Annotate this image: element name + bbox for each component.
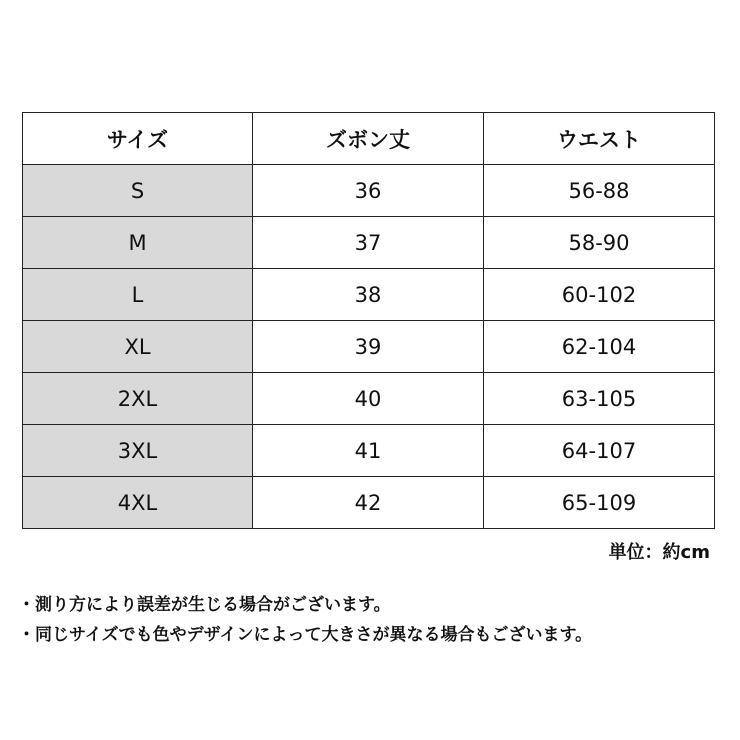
length-cell: 41 — [253, 425, 484, 477]
header-waist: ウエスト — [484, 113, 715, 165]
length-cell: 36 — [253, 165, 484, 217]
table-row — [23, 269, 715, 321]
waist-cell: 62-104 — [484, 321, 715, 373]
size-cell: M — [23, 217, 253, 269]
size-cell: 4XL — [23, 477, 253, 529]
length-cell: 42 — [253, 477, 484, 529]
length-cell: 40 — [253, 373, 484, 425]
table-row — [23, 165, 715, 217]
size-chart-table — [22, 112, 715, 529]
waist-cell: 56-88 — [484, 165, 715, 217]
table-row — [23, 217, 715, 269]
size-cell: 3XL — [23, 425, 253, 477]
length-cell: 39 — [253, 321, 484, 373]
notes — [18, 590, 592, 650]
waist-cell: 64-107 — [484, 425, 715, 477]
header-size: サイズ — [23, 113, 253, 165]
table-row — [23, 373, 715, 425]
waist-cell: 58-90 — [484, 217, 715, 269]
header-length: ズボン丈 — [253, 113, 484, 165]
size-cell: 2XL — [23, 373, 253, 425]
size-cell: L — [23, 269, 253, 321]
table-row — [23, 425, 715, 477]
unit-label: 単位：約cm — [608, 542, 710, 563]
waist-cell: 60-102 — [484, 269, 715, 321]
length-cell: 38 — [253, 269, 484, 321]
waist-cell: 65-109 — [484, 477, 715, 529]
size-cell: XL — [23, 321, 253, 373]
note-measurement-error: ・測り方により誤差が生じる場合がございます。 — [18, 595, 391, 615]
table-header-row — [23, 113, 715, 165]
size-cell: S — [23, 165, 253, 217]
waist-cell: 63-105 — [484, 373, 715, 425]
table-row — [23, 321, 715, 373]
note-size-variance: ・同じサイズでも色やデザインによって大きさが異なる場合もございます。 — [18, 625, 593, 645]
length-cell: 37 — [253, 217, 484, 269]
table-row — [23, 477, 715, 529]
